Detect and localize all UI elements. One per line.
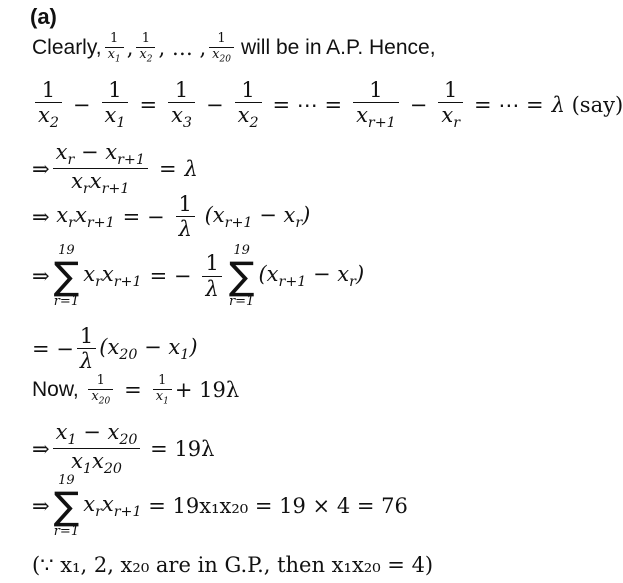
part-label: (a)	[30, 4, 57, 29]
sigma-symbol: 19 ∑ r=1	[53, 243, 80, 309]
sigma-symbol: 19 ∑ r=1	[228, 243, 255, 309]
nineteen-lambda: + 19λ	[174, 378, 240, 403]
fraction: $\frac{1}{x_{20}}$	[209, 32, 234, 65]
now-line: Now, $\frac{1}{x_{20}}$ = $\frac{1}{x_1}$ + 19λ	[32, 373, 240, 407]
difference-equation: $\frac{1}{x_2}$ − $\frac{1}{x_1}$ = $\frac{1}{x_3}$ − $\frac{1}{x_2}$ = ⋯ = $\frac{1}{x_{r+1}}$ − $\frac{1}{x_r}$ = ⋯ = λ (say)	[32, 78, 623, 132]
rhs-19lambda: = 19λ	[150, 436, 215, 461]
sigma-symbol: 19 ∑ r=1	[53, 473, 80, 539]
now-text: Now,	[32, 378, 79, 402]
gp-note: (∵ x₁, 2, x₂₀ are in G.P., then x₁x₂₀ = 4)	[32, 553, 434, 577]
final-result: = 19x₁x₂₀ = 19 × 4 = 76	[148, 494, 408, 518]
clearly-text: Clearly,	[32, 36, 102, 60]
summation-line: ⇒ 19 ∑ r=1 $x_rx_{r+1}$ = − $\frac{1}{\lambda}$ 19 ∑ r=1 $(x_{r+1} - x_r)$	[32, 243, 365, 309]
final-summation: ⇒ 19 ∑ r=1 $x_rx_{r+1}$ = 19x₁x₂₀ = 19 × 4 = 76	[32, 473, 408, 539]
fraction: $\frac{1}{x_2}$	[136, 32, 155, 65]
implies-line: ⇒ $\frac{x_1 - x_{20}}{x_1x_{20}}$ = 19λ	[32, 420, 215, 478]
implies-line: ⇒ $\frac{x_r - x_{r+1}}{x_rx_{r+1}}$ = λ	[32, 140, 198, 198]
fraction: $\frac{1}{x_1}$	[105, 32, 124, 65]
statement-line: Clearly, $\frac{1}{x_1}$ , $\frac{1}{x_2}$ , … , $\frac{1}{x_{20}}$ will be in A.P. Hence,	[32, 31, 436, 65]
result-line: = − $\frac{1}{\lambda}$ $(x_{20} - x_1)$	[32, 324, 198, 374]
say-text: (say)	[571, 92, 623, 117]
ap-text: will be in A.P. Hence,	[240, 36, 436, 60]
implies-line: ⇒ $x_rx_{r+1}$ = − $\frac{1}{\lambda}$ $(x_{r+1} - x_r)$	[32, 192, 311, 242]
